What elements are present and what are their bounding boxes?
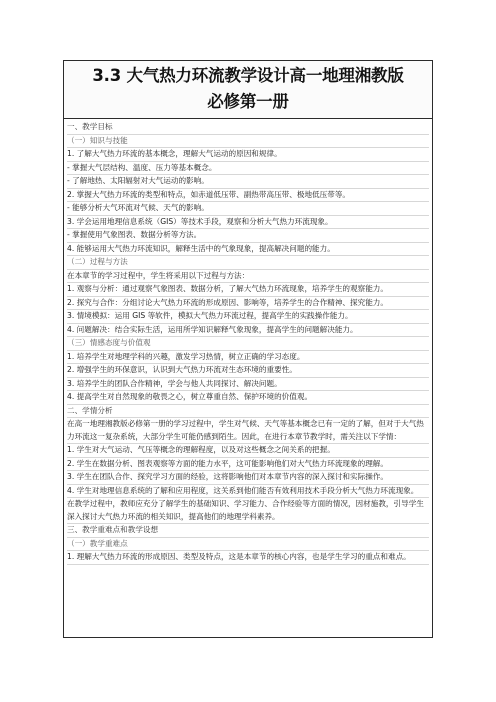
subsection-heading: （二）过程与方法 [67,256,429,270]
text-line: 3. 培养学生的团队合作精神，学会与他人共同探讨、解决问题。 [67,378,429,392]
subsection-heading: （一）教学重难点 [67,538,429,552]
text-line: 4. 提高学生对自然现象的敬畏之心，树立尊重自然、保护环境的价值观。 [67,391,429,405]
text-line: 1. 了解大气热力环流的基本概念，理解大气运动的原因和规律。 [67,148,429,162]
subsection-heading: （三）情感态度与价值观 [67,337,429,351]
section-heading: 一、教学目标 [67,121,429,135]
text-line: 2. 掌握大气热力环流的类型和特点，如赤道低压带、副热带高压带、极地低压带等。 [67,189,429,203]
text-line: 2. 增强学生的环保意识，认识到大气热力环流对生态环境的重要性。 [67,364,429,378]
text-line: 1. 学生对大气运动、气压等概念的理解程度，以及对这些概念之间关系的把握。 [67,444,429,458]
text-line: 4. 问题解决：结合实际生活，运用所学知识解释气象现象，提高学生的问题解决能力。 [67,324,429,338]
text-line: 1. 培养学生对地理学科的兴趣，激发学习热情，树立正确的学习态度。 [67,351,429,365]
text-line: 2. 学生在数据分析、图表观察等方面的能力水平，这可能影响他们对大气热力环流现象的理解。 [67,458,429,472]
document-body [64,119,432,565]
document-title-line-1: 3.3 大气热力环流教学设计高一地理湘教版 [92,66,404,85]
text-line: 3. 情境模拟：运用 GIS 等软件，模拟大气热力环流过程，提高学生的实践操作能力。 [67,310,429,324]
text-line: 4. 学生对地理信息系统的了解和应用程度，这关系到他们能否有效利用技术手段分析大气热力环流现象。 [67,485,429,499]
document-title-line-2: 必修第一册 [207,92,289,111]
text-line: 3. 学生在团队合作、探究学习方面的经验，这将影响他们对本章节内容的深入探讨和实际操作。 [67,471,429,485]
text-line: 在教学过程中，教师应充分了解学生的基础知识、学习能力、合作经验等方面的情况，因材施教，引导学生深入探讨大气热力环流的相关知识，提高他们的地理学科素养。 [67,498,429,524]
text-line: 3. 学会运用地理信息系统（GIS）等技术手段，观察和分析大气热力环流现象。 [67,216,429,230]
text-line: 1. 理解大气热力环流的形成原因、类型及特点，这是本章节的核心内容，也是学生学习的重点和难点。 [67,551,429,565]
text-line: - 掌握大气层结构、温度、压力等基本概念。 [67,162,429,176]
section-heading: 二、学情分析 [67,405,429,419]
text-line: 在本章节的学习过程中，学生将采用以下过程与方法： [67,270,429,284]
text-line: 1. 观察与分析：通过观察气象图表、数据分析，了解大气热力环流现象，培养学生的观察能力。 [67,283,429,297]
subsection-heading: （一）知识与技能 [67,135,429,149]
text-line: 4. 能够运用大气热力环流知识，解释生活中的气象现象，提高解决问题的能力。 [67,243,429,257]
text-line: - 掌握使用气象图表、数据分析等方法。 [67,229,429,243]
title-block [64,61,432,119]
text-line: 2. 探究与合作：分组讨论大气热力环流的形成原因、影响等，培养学生的合作精神、探究能力。 [67,297,429,311]
text-line: 在高一地理湘教版必修第一册的学习过程中，学生对气候、天气等基本概念已有一定的了解，但对于大气热力环流这一复杂系统，大部分学生可能仍感到陌生。因此，在进行本章节教学时，需关注以下学情： [67,418,429,444]
section-heading: 三、教学重难点和教学设想 [67,524,429,538]
document-page [63,60,433,638]
text-line: - 能够分析大气环流对气候、天气的影响。 [67,202,429,216]
text-line: - 了解地热、太阳辐射对大气运动的影响。 [67,175,429,189]
